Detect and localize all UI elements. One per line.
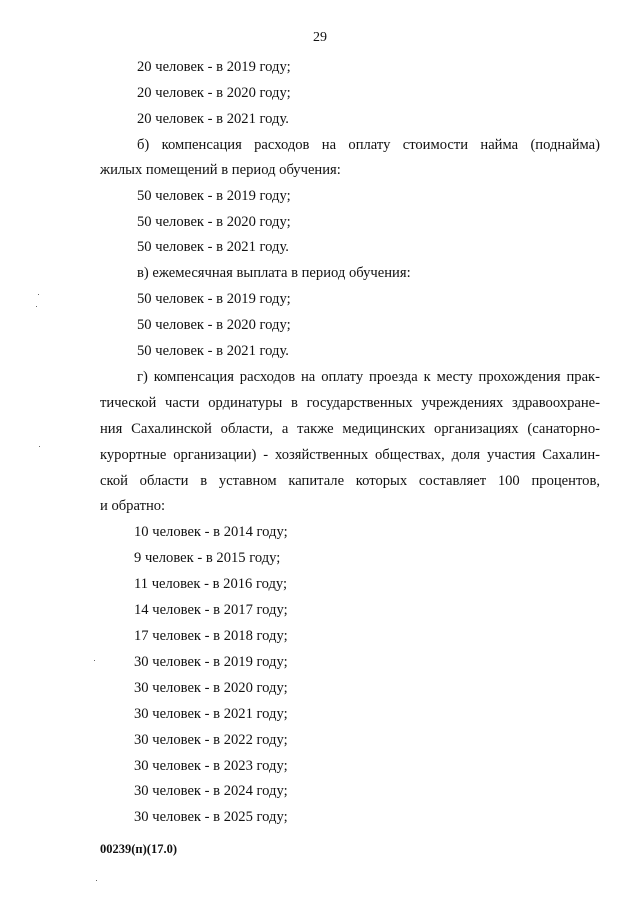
section-g-title-cont: ния Сахалинской области, а также медицинских организациях (санаторно- (100, 421, 600, 437)
section-b-title-cont: жилых помещений в период обучения: (100, 162, 341, 178)
year-line: 14 человек - в 2017 году; (134, 602, 288, 618)
year-line: 30 человек - в 2023 году; (134, 758, 288, 774)
year-line: 30 человек - в 2021 году; (134, 706, 288, 722)
text-line: 20 человек - в 2020 году; (137, 85, 291, 101)
year-line: 30 человек - в 2024 году; (134, 783, 288, 799)
text-line: 50 человек - в 2020 году; (137, 317, 291, 333)
scan-speck (94, 660, 95, 661)
year-line: 9 человек - в 2015 году; (134, 550, 281, 566)
scan-speck (96, 880, 97, 881)
section-b-title: б) компенсация расходов на оплату стоимости найма (поднайма) (137, 137, 600, 153)
year-line: 11 человек - в 2016 году; (134, 576, 288, 592)
section-g-title-cont: ской области в уставном капитале которых составляет 100 процентов, (100, 473, 600, 489)
text-line: 50 человек - в 2020 году; (137, 214, 291, 230)
scan-speck (39, 446, 40, 447)
text-line: 50 человек - в 2019 году; (137, 188, 291, 204)
text-line: 50 человек - в 2019 году; (137, 291, 291, 307)
text-line: 20 человек - в 2021 году. (137, 111, 289, 127)
section-g-title-cont: курортные организации) - хозяйственных обществах, доля участия Сахалин- (100, 447, 600, 463)
text-line: 50 человек - в 2021 году. (137, 239, 289, 255)
year-line: 30 человек - в 2019 году; (134, 654, 288, 670)
document-code: 00239(п)(17.0) (100, 842, 177, 856)
year-line: 17 человек - в 2018 году; (134, 628, 288, 644)
year-line: 10 человек - в 2014 году; (134, 524, 288, 540)
scan-speck (36, 306, 37, 307)
section-g-title-cont: тической части ординатуры в государственных учреждениях здравоохране- (100, 395, 600, 411)
section-g-title: г) компенсация расходов на оплату проезда к месту прохождения прак- (137, 369, 600, 385)
scan-speck (38, 294, 39, 295)
year-line: 30 человек - в 2025 году; (134, 809, 288, 825)
section-v-title: в) ежемесячная выплата в период обучения: (137, 265, 411, 281)
year-line: 30 человек - в 2022 году; (134, 732, 288, 748)
text-line: 20 человек - в 2019 году; (137, 59, 291, 75)
section-g-title-cont: и обратно: (100, 498, 166, 514)
year-line: 30 человек - в 2020 году; (134, 680, 288, 696)
text-line: 50 человек - в 2021 году. (137, 343, 289, 359)
page-number: 29 (313, 30, 327, 45)
